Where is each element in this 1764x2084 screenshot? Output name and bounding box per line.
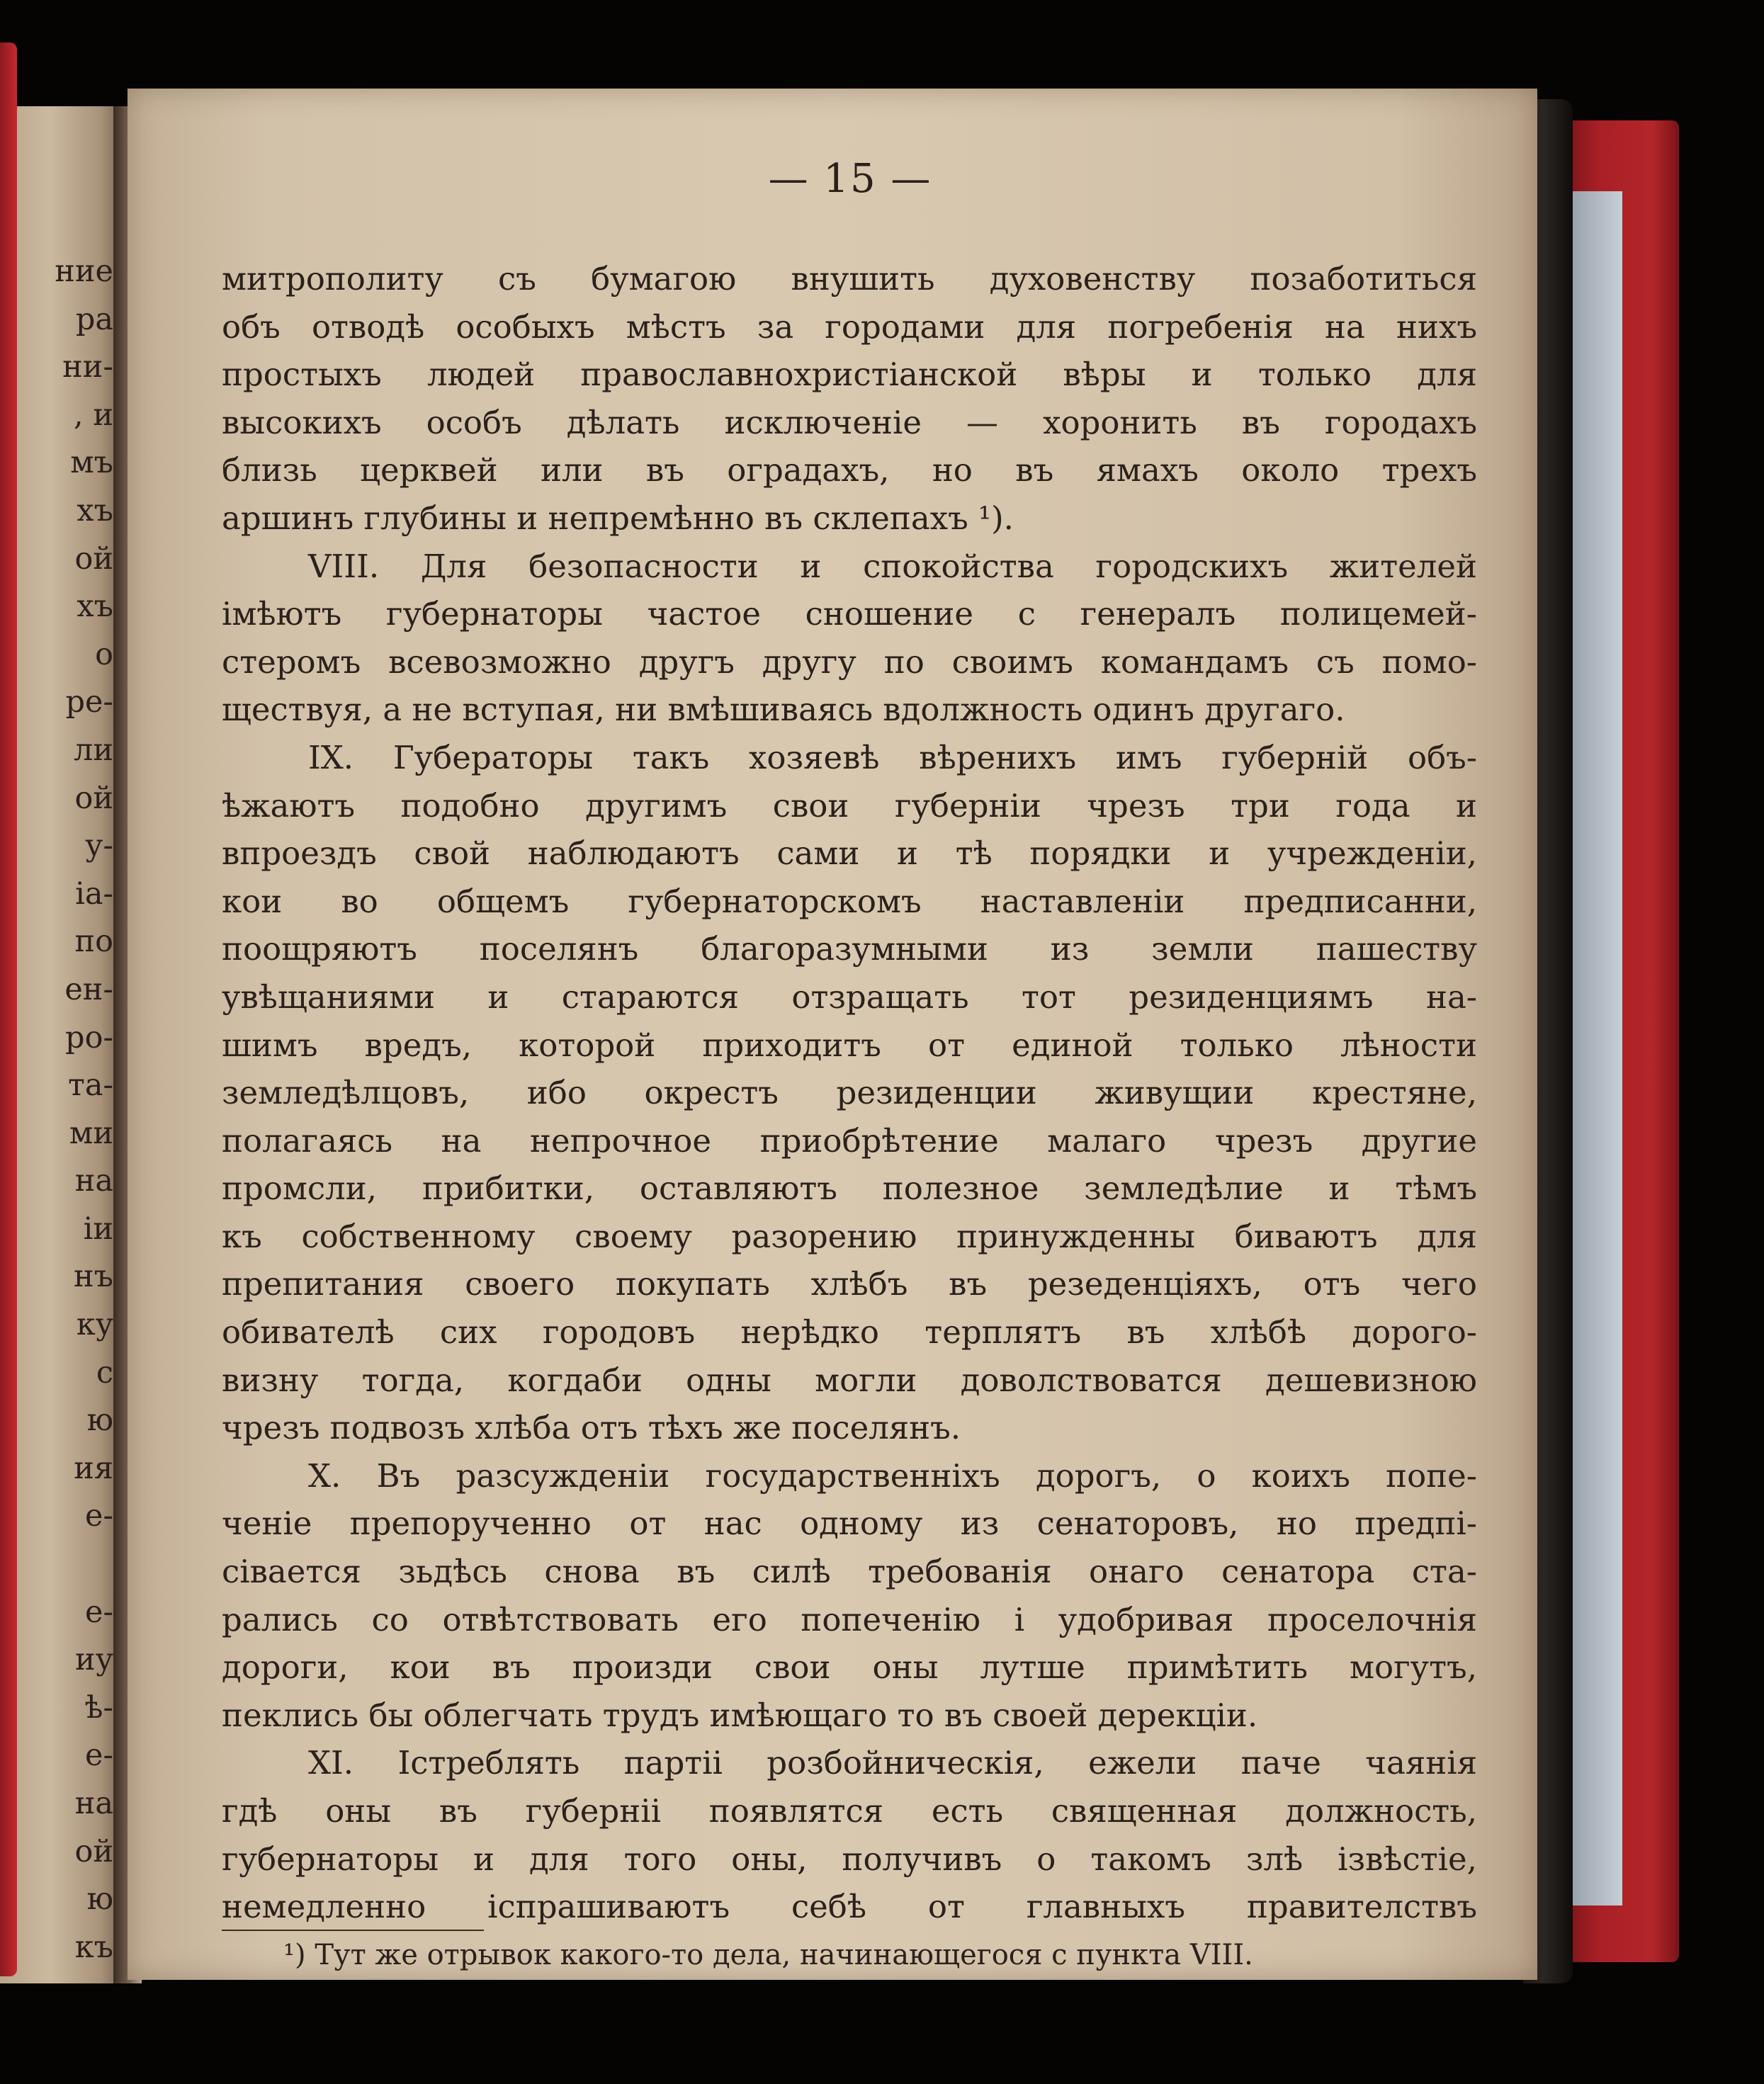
text-line: губернаторы и для того оны, получивъ о такомъ злѣ ізвѣстіе, <box>222 1840 1477 1878</box>
text-line: IX. Губераторы такъ хозяевѣ вѣренихъ имъ губерній объ- <box>308 738 1477 776</box>
text-line: промсли, прибитки, оставляютъ полезное земледѣлие и тѣмъ <box>222 1170 1477 1208</box>
footnote: ¹) Тут же отрывок какого-то дела, начинающегося с пункта VIII. <box>283 1939 1253 1971</box>
text-line: поощряютъ поселянъ благоразумными из земли пашеству <box>222 930 1477 968</box>
left-fragment: иу <box>75 1642 113 1678</box>
text-line: XI. Істреблять партіі розбойническія, ежели паче чаянія <box>308 1744 1477 1782</box>
left-fragment: ой <box>74 780 113 816</box>
left-page <box>0 106 126 1983</box>
left-fragment: мъ <box>70 445 113 481</box>
left-fragment: ой <box>74 540 113 577</box>
text-line: увѣщаниями и стараются отзращать тот резиденциямъ на- <box>222 978 1477 1016</box>
left-page-text-fragments <box>55 248 113 1971</box>
left-fragment: къ <box>74 1929 113 1965</box>
text-line: земледѣлцовъ, ибо окрестъ резиденции живущии крестяне, <box>222 1074 1477 1112</box>
text-line: объ отводѣ особыхъ мѣстъ за городами для погребенія на нихъ <box>222 307 1477 346</box>
text-line: близь церквей или въ оградахъ, но въ ямахъ около трехъ <box>222 451 1477 489</box>
left-fragment: та- <box>68 1068 113 1104</box>
left-fragment: ен- <box>64 971 113 1007</box>
left-fragment: ю <box>86 1403 113 1439</box>
text-line: впроездъ свой наблюдаютъ сами и тѣ порядки и учрежденіи, <box>222 834 1477 873</box>
left-fragment: на <box>74 1163 113 1199</box>
text-line: X. Въ разсужденіи государственніхъ дорогъ, о коихъ попе- <box>308 1456 1477 1495</box>
left-fragment: по <box>74 924 113 960</box>
text-line: къ собственному своему разорению принужденны биваютъ для <box>222 1217 1477 1255</box>
left-fragment: е- <box>85 1498 113 1534</box>
text-line: сівается зьдѣсь снова въ силѣ требованія онаго сенатора ста- <box>222 1553 1477 1591</box>
left-fragment: ой <box>74 1833 113 1869</box>
text-line: VIII. Для безопасности и спокойства городскихъ жителей <box>308 547 1477 585</box>
text-line: митрополиту съ бумагою внушить духовенству позаботиться <box>222 260 1477 298</box>
left-fragment: ни- <box>62 349 113 385</box>
text-line: аршинъ глубины и непремѣнно въ склепахъ ¹). <box>222 499 1014 537</box>
text-line: гдѣ оны въ губерніі появлятся есть священная должность, <box>222 1792 1477 1830</box>
left-fragment: , и <box>74 397 113 433</box>
left-fragment: ре- <box>65 684 113 720</box>
text-line: обивателѣ сих городовъ нерѣдко терплятъ въ хлѣбѣ дорого- <box>222 1313 1477 1352</box>
text-line: стеромъ всевозможно другъ другу по своимъ командамъ съ помо- <box>222 642 1477 681</box>
text-line: шимъ вредъ, которой приходитъ от единой только лѣности <box>222 1026 1477 1064</box>
left-fragment: на <box>74 1786 113 1821</box>
text-line: немедленно іспрашиваютъ себѣ от главныхъ правителствъ <box>222 1888 1477 1926</box>
text-line: кои во общемъ губернаторскомъ наставленіи предписанни, <box>222 882 1477 920</box>
left-fragment: ѣ- <box>84 1689 113 1726</box>
left-fragment <box>55 1541 113 1589</box>
text-line: ченіе препорученно от нас одному из сенаторовъ, но предпі- <box>222 1505 1477 1543</box>
text-line: пеклись бы облегчать трудъ имѣющаго то въ своей дерекціи. <box>222 1696 1258 1734</box>
text-line: імѣютъ губернаторы частое сношение с генералъ полицемей- <box>222 595 1477 633</box>
body-text <box>222 255 1477 1931</box>
text-line: визну тогда, когдаби одны могли доволствоватся дешевизною <box>222 1361 1477 1399</box>
left-fragment: хъ <box>77 492 113 528</box>
left-fragment: ли <box>74 732 113 768</box>
left-fragment: ия <box>74 1450 113 1486</box>
left-fragment: ми <box>69 1115 113 1151</box>
left-fragment: у- <box>85 828 113 864</box>
text-line: ѣжаютъ подобно другимъ свои губерніи чрезъ три года и <box>222 786 1477 825</box>
left-fragment: нъ <box>73 1259 113 1295</box>
text-line: препитания своего покупать хлѣбъ въ резеденціяхъ, отъ чего <box>222 1265 1477 1303</box>
text-line: рались со отвѣтствовать его попеченію і удобривая проселочнія <box>222 1600 1477 1638</box>
page-number: — 15 — <box>768 156 932 202</box>
text-line: полагаясь на непрочное приобрѣтение малаго чрезъ другие <box>222 1121 1477 1160</box>
left-fragment: с <box>96 1354 113 1391</box>
text-line: простыхъ людей православнохристіанской вѣры и только для <box>222 356 1477 394</box>
left-fragment: е- <box>85 1738 113 1774</box>
left-fragment: хъ <box>77 589 113 625</box>
text-line: дороги, кои въ произди свои оны лутше примѣтить могутъ, <box>222 1648 1477 1687</box>
left-fragment: ю <box>86 1881 113 1918</box>
text-line: чрезъ подвозъ хлѣба отъ тѣхъ же поселянъ. <box>222 1409 961 1447</box>
footnote-rule <box>222 1930 484 1931</box>
left-fragment: о <box>95 636 113 672</box>
left-fragment: е- <box>85 1594 113 1630</box>
cover-inner-board <box>1573 191 1622 1905</box>
left-fragment: іи <box>83 1211 113 1247</box>
book-cover-left <box>0 43 17 1976</box>
left-fragment: ра <box>75 301 113 337</box>
text-line: ществуя, а не вступая, ни вмѣшиваясь вдолжность одинъ другаго. <box>222 691 1345 729</box>
text-line: высокихъ особъ дѣлать исключеніе — хоронить въ городахъ <box>222 403 1477 441</box>
left-fragment: ро- <box>65 1019 113 1055</box>
left-fragment: ia- <box>75 876 113 912</box>
left-fragment: ку <box>76 1307 113 1343</box>
left-fragment: ние <box>55 254 113 289</box>
